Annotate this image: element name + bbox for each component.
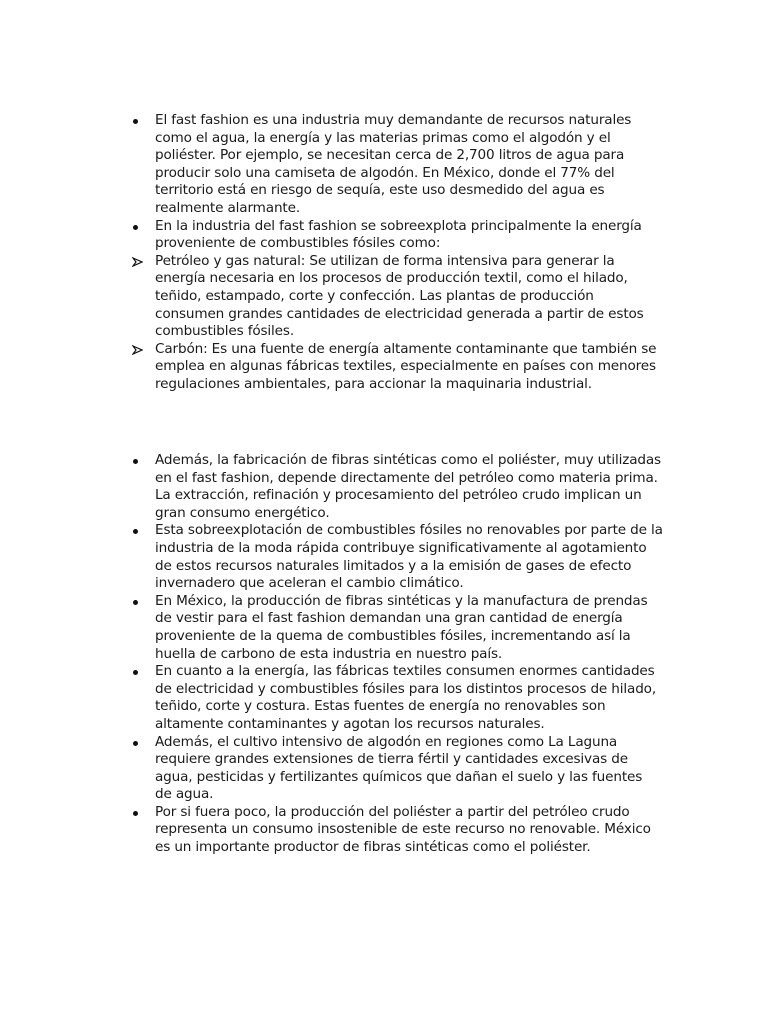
list-item-text: Además, la fabricación de fibras sintéticas como el poliéster, muy utilizadas en el fast fashion, depende directamente del petróleo como materia prima. La extracción, refinación y procesamiento del petróleo crudo implican un gran consumo energético. (155, 452, 661, 521)
list-item-text: Esta sobreexplotación de combustibles fósiles no renovables por parte de la industria de la moda rápida contribuye significativamente al agotamiento de estos recursos naturales limitados y a la emisión de gases de efecto invernadero que aceleran el cambio climático. (155, 522, 663, 592)
bullet-list-section-two (133, 452, 663, 857)
list-item-text: En cuanto a la energía, las fábricas textiles consumen enormes cantidades de electricidad y combustibles fósiles para los distintos procesos de hilado, teñido, corte y costura. Estas fuentes de energía no renovables son altamente contaminantes y agotan los recursos naturales. (155, 663, 657, 732)
list-item (133, 593, 663, 663)
list-item (133, 253, 663, 341)
list-item (133, 734, 663, 804)
bullet-list-section-one (133, 112, 663, 394)
list-item (133, 804, 663, 857)
list-item-text: El fast fashion es una industria muy demandante de recursos naturales como el agua, la energía y las materias primas como el algodón y el poliéster. Por ejemplo, se necesitan cerca de 2,700 litros de agua para producir solo una camiseta de algodón. En México, donde el 77% del territorio está en riesgo de sequía, este uso desmedido del agua es realmente alarmante. (155, 112, 632, 216)
list-item (133, 112, 663, 218)
list-item (133, 218, 663, 253)
list-item (133, 522, 663, 592)
list-item-text: En México, la producción de fibras sintéticas y la manufactura de prendas de vestir para el fast fashion demandan una gran cantidad de energía proveniente de la quema de combustibles fósiles, incrementando así la huella de carbono de esta industria en nuestro país. (155, 592, 648, 662)
list-item (133, 663, 663, 733)
list-item-text: Carbón: Es una fuente de energía altamente contaminante que también se emplea en algunas fábricas textiles, especialmente en países con menores regulaciones ambientales, para accionar la maquinaria industrial. (155, 340, 657, 392)
list-item-text: Por si fuera poco, la producción del poliéster a partir del petróleo crudo representa un consumo insostenible de este recurso no renovable. México es un importante productor de fibras sintéticas como el poliéster. (155, 803, 651, 856)
list-item-text: En la industria del fast fashion se sobreexplota principalmente la energía proveniente de combustibles fósiles como: (155, 217, 642, 252)
list-item-text: Petróleo y gas natural: Se utilizan de forma intensiva para generar la energía necesaria en los procesos de producción textil, como el hilado, teñido, estampado, corte y confección. Las plantas de producción consumen grandes cantidades de electricidad generada a partir de estos combustibles fósiles. (155, 252, 644, 340)
list-item (133, 341, 663, 394)
list-item (133, 452, 663, 522)
list-item-text: Además, el cultivo intensivo de algodón en regiones como La Laguna requiere grandes extensiones de tierra fértil y cantidades excesivas de agua, pesticidas y fertilizantes químicos que dañan el suelo y las fuentes de agua. (155, 733, 643, 803)
